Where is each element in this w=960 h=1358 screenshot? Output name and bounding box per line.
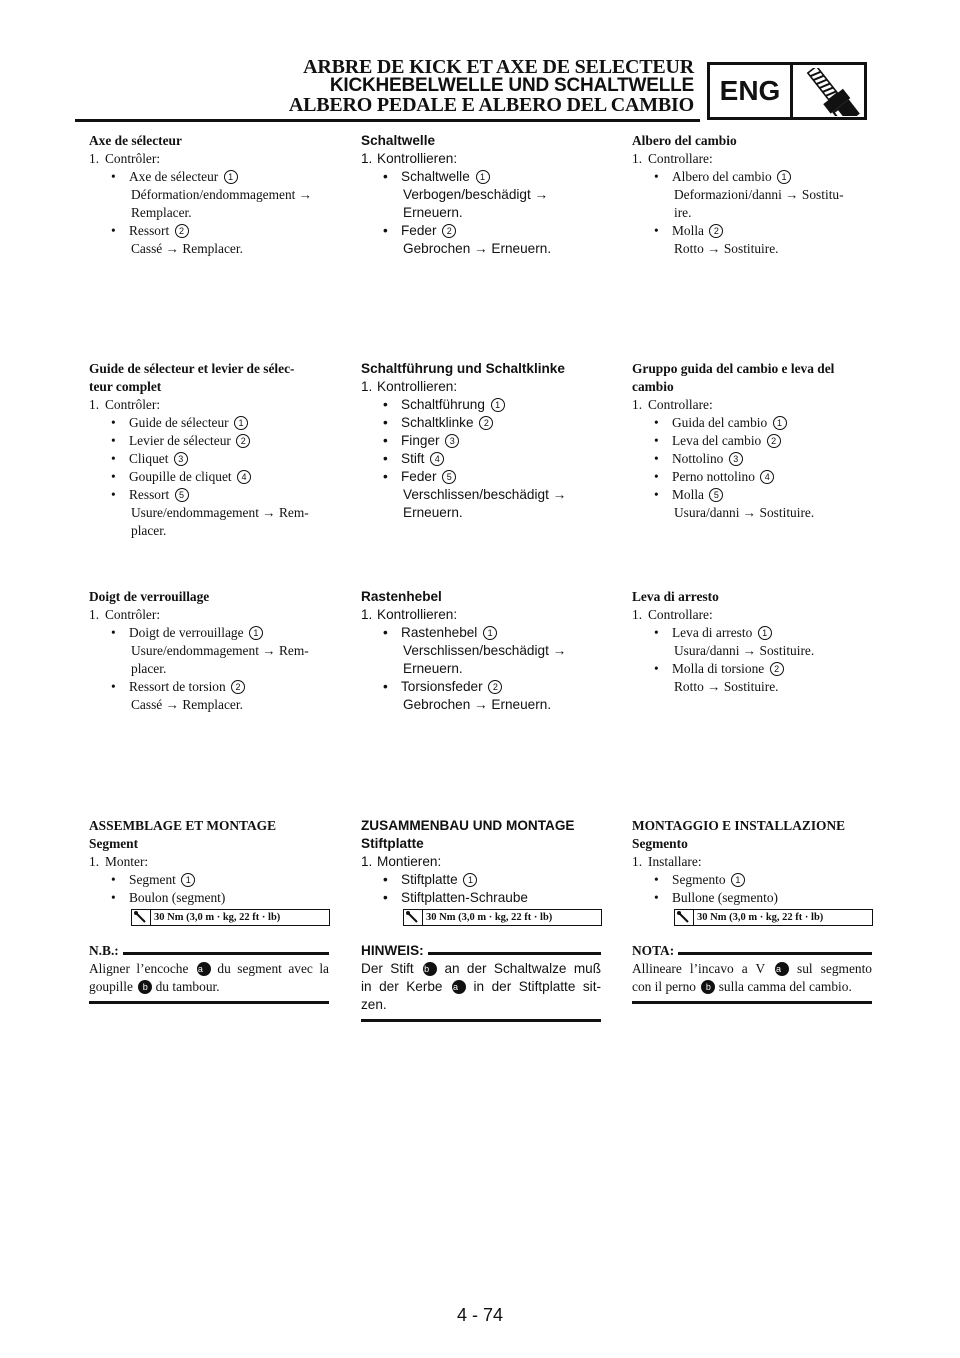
- torque-wrench-icon: [132, 910, 151, 925]
- step-label: Controllare:: [648, 151, 713, 166]
- callout-marker: b: [138, 980, 152, 994]
- item-label: Schaltführung: [401, 397, 485, 412]
- step-number: 1.: [361, 151, 373, 166]
- item-label: Ressort: [129, 487, 170, 502]
- callout-marker: 2: [236, 434, 250, 448]
- heading: Doigt de verrouillage: [89, 589, 210, 604]
- section-title-it: ALBERO PEDALE E ALBERO DEL CAMBIO: [288, 94, 694, 116]
- item-label: Schaltwelle: [401, 169, 470, 184]
- item-label: Axe de sélecteur: [129, 169, 219, 184]
- callout-marker: b: [423, 962, 437, 976]
- callout-marker: 1: [491, 398, 505, 412]
- item-label: Doigt de verrouillage: [129, 625, 244, 640]
- heading: ZUSAMMENBAU UND MONTAGE: [361, 818, 575, 833]
- note-label: HINWEIS:: [361, 943, 424, 958]
- step-label: Contrôler:: [105, 607, 161, 622]
- condition-text: Usure/endommagement → Rem-: [131, 643, 309, 658]
- callout-marker: 1: [224, 170, 238, 184]
- heading: Leva di arresto: [632, 589, 719, 604]
- callout-marker: a: [452, 980, 466, 994]
- subheading: Stiftplatte: [361, 836, 424, 851]
- callout-marker: 1: [476, 170, 490, 184]
- condition-text: ire.: [674, 205, 692, 220]
- step-number: 1.: [632, 607, 643, 622]
- heading: Gruppo guida del cambio e leva del: [632, 361, 835, 376]
- condition-text: Usure/endommagement → Rem-: [131, 505, 309, 520]
- note-text: Allineare l’incavo a V: [632, 961, 765, 976]
- section-assembly-de: ZUSAMMENBAU UND MONTAGE Stiftplatte 1. Montieren: • Stiftplatte 1 • Stiftplatten-Schraube 30 Nm (3,0 m · kg, 22 ft · lb) HINWEIS: Der Stift b an der Schaltwalze muß in der Kerbe a in der Stiftplatte sit- zen.: [361, 817, 611, 1022]
- heading: Axe de sélecteur: [89, 133, 182, 148]
- condition-text: placer.: [131, 661, 167, 676]
- section-tab: [707, 62, 867, 120]
- torque-value: 30 Nm (3,0 m · kg, 22 ft · lb): [697, 912, 824, 923]
- item-label: Torsionsfeder: [401, 679, 483, 694]
- item-label: Molla: [672, 487, 704, 502]
- item-label: Albero del cambio: [672, 169, 772, 184]
- header-rule: [75, 119, 700, 122]
- hex-bolt-icon: [796, 68, 862, 116]
- section-stopper-lever-de: Rastenhebel 1. Kontrollieren: • Rastenhebel 1 Verschlissen/beschädigt → Erneuern. • Torsionsfeder 2 Gebrochen → Erneuern.: [361, 588, 611, 714]
- item-label: Segmento: [672, 872, 726, 887]
- callout-marker: 4: [237, 470, 251, 484]
- callout-marker: 2: [770, 662, 784, 676]
- condition-text: Déformation/endommagement →: [131, 187, 313, 202]
- note-text: an der Schaltwalze muß: [444, 961, 602, 976]
- section-assembly-it: MONTAGGIO E INSTALLAZIONE Segmento 1. Installare: • Segmento 1 • Bullone (segmento) 30 Nm (3,0 m · kg, 22 ft · lb) NOTA: Allineare l’incavo a V a sul segmento con il perno b sulla camma del cambio.: [632, 817, 882, 1004]
- condition-text: Deformazioni/danni → Sostitu-: [674, 187, 844, 202]
- callout-marker: 2: [231, 680, 245, 694]
- callout-marker: 3: [445, 434, 459, 448]
- item-label: Leva del cambio: [672, 433, 762, 448]
- callout-marker: 1: [249, 626, 263, 640]
- section-shift-shaft-de: Schaltwelle 1. Kontrollieren: • Schaltwelle 1 Verbogen/beschädigt → Erneuern. • Feder 2 Gebrochen → Erneuern.: [361, 132, 611, 258]
- callout-marker: 1: [234, 416, 248, 430]
- torque-value: 30 Nm (3,0 m · kg, 22 ft · lb): [154, 912, 281, 923]
- condition-text: Usura/danni → Sostituire.: [674, 643, 815, 658]
- item-label: Leva di arresto: [672, 625, 753, 640]
- item-label: Stiftplatten-Schraube: [401, 890, 528, 905]
- torque-wrench-icon: [675, 910, 694, 925]
- note-text: Aligner l’encoche: [89, 961, 189, 976]
- callout-marker: 1: [463, 873, 477, 887]
- condition-text: Usura/danni → Sostituire.: [674, 505, 815, 520]
- step-label: Monter:: [105, 854, 149, 869]
- step-number: 1.: [361, 854, 373, 869]
- section-stopper-lever-it: Leva di arresto 1. Controllare: • Leva di arresto 1 Usura/danni → Sostituire. • Molla di torsione 2 Rotto → Sostituire.: [632, 588, 882, 696]
- note-text: du tambour.: [155, 979, 220, 994]
- item-label: Schaltklinke: [401, 415, 474, 430]
- note-box: [89, 942, 329, 1004]
- section-shift-guide-fr: Guide de sélecteur et levier de sélec- teur complet 1. Contrôler: • Guide de sélecteur 1 • Levier de sélecteur 2 • Cliquet 3 • Goupille de cliquet 4 • Ressort 5 Usure/endommagement → Rem- placer.: [89, 360, 339, 540]
- step-label: Kontrollieren:: [377, 151, 458, 166]
- callout-marker: 1: [181, 873, 195, 887]
- section-shift-shaft-fr: Axe de sélecteur 1. Contrôler: • Axe de sélecteur 1 Déformation/endommagement → Remplacer. • Ressort 2 Cassé → Remplacer.: [89, 132, 339, 258]
- note-box: [361, 942, 601, 1022]
- section-assembly-fr: ASSEMBLAGE ET MONTAGE Segment 1. Monter: • Segment 1 • Boulon (segment) 30 Nm (3,0 m · kg, 22 ft · lb) N.B.: Aligner l’encoche a du segment avec la goupille b du tambour.: [89, 817, 339, 1004]
- note-text: in der Stiftplatte sit-: [473, 979, 601, 994]
- section-shift-guide-de: Schaltführung und Schaltklinke 1. Kontrollieren: • Schaltführung 1 • Schaltklinke 2 • Finger 3 • Stift 4 • Feder 5 Verschlissen/beschädigt → Erneuern.: [361, 360, 611, 522]
- heading: Schaltführung und Schaltklinke: [361, 361, 565, 376]
- callout-marker: 2: [442, 224, 456, 238]
- note-label: NOTA:: [632, 943, 675, 958]
- item-label: Ressort de torsion: [129, 679, 226, 694]
- callout-marker: 1: [773, 416, 787, 430]
- item-label: Goupille de cliquet: [129, 469, 232, 484]
- condition-text: Cassé → Remplacer.: [131, 697, 243, 712]
- torque-spec: [674, 909, 873, 926]
- condition-text: Verbogen/beschädigt →: [403, 187, 549, 202]
- step-label: Montieren:: [377, 854, 442, 869]
- step-number: 1.: [361, 379, 373, 394]
- condition-text: Erneuern.: [403, 205, 463, 220]
- step-number: 1.: [632, 151, 643, 166]
- torque-spec: [403, 909, 602, 926]
- condition-text: Verschlissen/beschädigt →: [403, 643, 567, 658]
- condition-text: Erneuern.: [403, 661, 463, 676]
- note-text: goupille: [89, 979, 133, 994]
- language-tab-label: ENG: [710, 65, 793, 117]
- condition-text: Cassé → Remplacer.: [131, 241, 243, 256]
- callout-marker: 4: [760, 470, 774, 484]
- step-label: Installare:: [648, 854, 702, 869]
- callout-marker: 3: [174, 452, 188, 466]
- section-title-fr: ARBRE DE KICK ET AXE DE SELECTEUR: [303, 56, 694, 78]
- condition-text: Gebrochen → Erneuern.: [403, 241, 552, 256]
- heading: Rastenhebel: [361, 589, 442, 604]
- callout-marker: 2: [488, 680, 502, 694]
- step-number: 1.: [89, 397, 100, 412]
- subheading: Segmento: [632, 836, 688, 851]
- condition-text: Erneuern.: [403, 505, 463, 520]
- item-label: Levier de sélecteur: [129, 433, 231, 448]
- note-label: N.B.:: [89, 943, 119, 958]
- item-label: Ressort: [129, 223, 170, 238]
- item-label: Stift: [401, 451, 425, 466]
- item-label: Molla di torsione: [672, 661, 765, 676]
- heading: teur complet: [89, 379, 162, 394]
- step-label: Kontrollieren:: [377, 379, 458, 394]
- note-text: con il perno: [632, 979, 696, 994]
- callout-marker: 1: [758, 626, 772, 640]
- step-number: 1.: [361, 607, 373, 622]
- item-label: Segment: [129, 872, 176, 887]
- callout-marker: 2: [767, 434, 781, 448]
- step-number: 1.: [632, 854, 643, 869]
- item-label: Perno nottolino: [672, 469, 755, 484]
- page-number: 4 - 74: [456, 1305, 504, 1325]
- condition-text: Gebrochen → Erneuern.: [403, 697, 552, 712]
- item-label: Rastenhebel: [401, 625, 478, 640]
- section-shift-shaft-it: Albero del cambio 1. Controllare: • Albero del cambio 1 Deformazioni/danni → Sostitu- ire. • Molla 2 Rotto → Sostituire.: [632, 132, 882, 258]
- torque-value: 30 Nm (3,0 m · kg, 22 ft · lb): [426, 912, 553, 923]
- callout-marker: 5: [175, 488, 189, 502]
- step-number: 1.: [89, 151, 100, 166]
- note-text: sul segmento: [797, 961, 872, 976]
- item-label: Molla: [672, 223, 704, 238]
- torque-spec: [131, 909, 330, 926]
- torque-wrench-icon: [404, 910, 423, 925]
- section-title-de: KICKHEBELWELLE UND SCHALTWELLE: [329, 75, 694, 96]
- condition-text: placer.: [131, 523, 167, 538]
- step-label: Kontrollieren:: [377, 607, 458, 622]
- condition-text: Rotto → Sostituire.: [674, 679, 779, 694]
- callout-marker: a: [775, 962, 789, 976]
- item-label: Cliquet: [129, 451, 169, 466]
- callout-marker: 2: [175, 224, 189, 238]
- heading: Schaltwelle: [361, 133, 436, 148]
- item-label: Boulon (segment): [129, 890, 226, 905]
- note-text: du segment avec la: [217, 961, 330, 976]
- condition-text: Verschlissen/beschädigt →: [403, 487, 567, 502]
- section-shift-guide-it: Gruppo guida del cambio e leva del cambio 1. Controllare: • Guida del cambio 1 • Leva del cambio 2 • Nottolino 3 • Perno nottolino 4 • Molla 5 Usura/danni → Sostituire.: [632, 360, 882, 522]
- note-box: [632, 942, 872, 1004]
- heading: MONTAGGIO E INSTALLAZIONE: [632, 818, 846, 833]
- callout-marker: 2: [709, 224, 723, 238]
- callout-marker: 5: [709, 488, 723, 502]
- item-label: Feder: [401, 469, 437, 484]
- step-label: Controllare:: [648, 607, 713, 622]
- callout-marker: 3: [729, 452, 743, 466]
- item-label: Bullone (segmento): [672, 890, 778, 905]
- item-label: Finger: [401, 433, 440, 448]
- step-number: 1.: [632, 397, 643, 412]
- section-stopper-lever-fr: Doigt de verrouillage 1. Contrôler: • Doigt de verrouillage 1 Usure/endommagement → Rem- placer. • Ressort de torsion 2 Cassé → Remplacer.: [89, 588, 339, 714]
- item-label: Nottolino: [672, 451, 724, 466]
- callout-marker: 1: [777, 170, 791, 184]
- heading: cambio: [632, 379, 674, 394]
- callout-marker: b: [701, 980, 715, 994]
- step-label: Controllare:: [648, 397, 713, 412]
- step-label: Contrôler:: [105, 397, 161, 412]
- step-number: 1.: [89, 607, 100, 622]
- heading: Guide de sélecteur et levier de sélec-: [89, 361, 295, 376]
- callout-marker: 4: [430, 452, 444, 466]
- callout-marker: 2: [479, 416, 493, 430]
- item-label: Guida del cambio: [672, 415, 768, 430]
- condition-text: Rotto → Sostituire.: [674, 241, 779, 256]
- callout-marker: 1: [483, 626, 497, 640]
- callout-marker: 5: [442, 470, 456, 484]
- step-number: 1.: [89, 854, 100, 869]
- note-text: Der Stift: [361, 961, 414, 976]
- step-label: Contrôler:: [105, 151, 161, 166]
- condition-text: Remplacer.: [131, 205, 192, 220]
- subheading: Segment: [89, 836, 139, 851]
- callout-marker: a: [197, 962, 211, 976]
- note-text: in der Kerbe: [361, 979, 443, 994]
- note-text: zen.: [361, 997, 387, 1012]
- heading: Albero del cambio: [632, 133, 737, 148]
- heading: ASSEMBLAGE ET MONTAGE: [89, 818, 277, 833]
- item-label: Stiftplatte: [401, 872, 458, 887]
- item-label: Feder: [401, 223, 437, 238]
- callout-marker: 1: [731, 873, 745, 887]
- item-label: Guide de sélecteur: [129, 415, 229, 430]
- note-text: sulla camma del cambio.: [718, 979, 852, 994]
